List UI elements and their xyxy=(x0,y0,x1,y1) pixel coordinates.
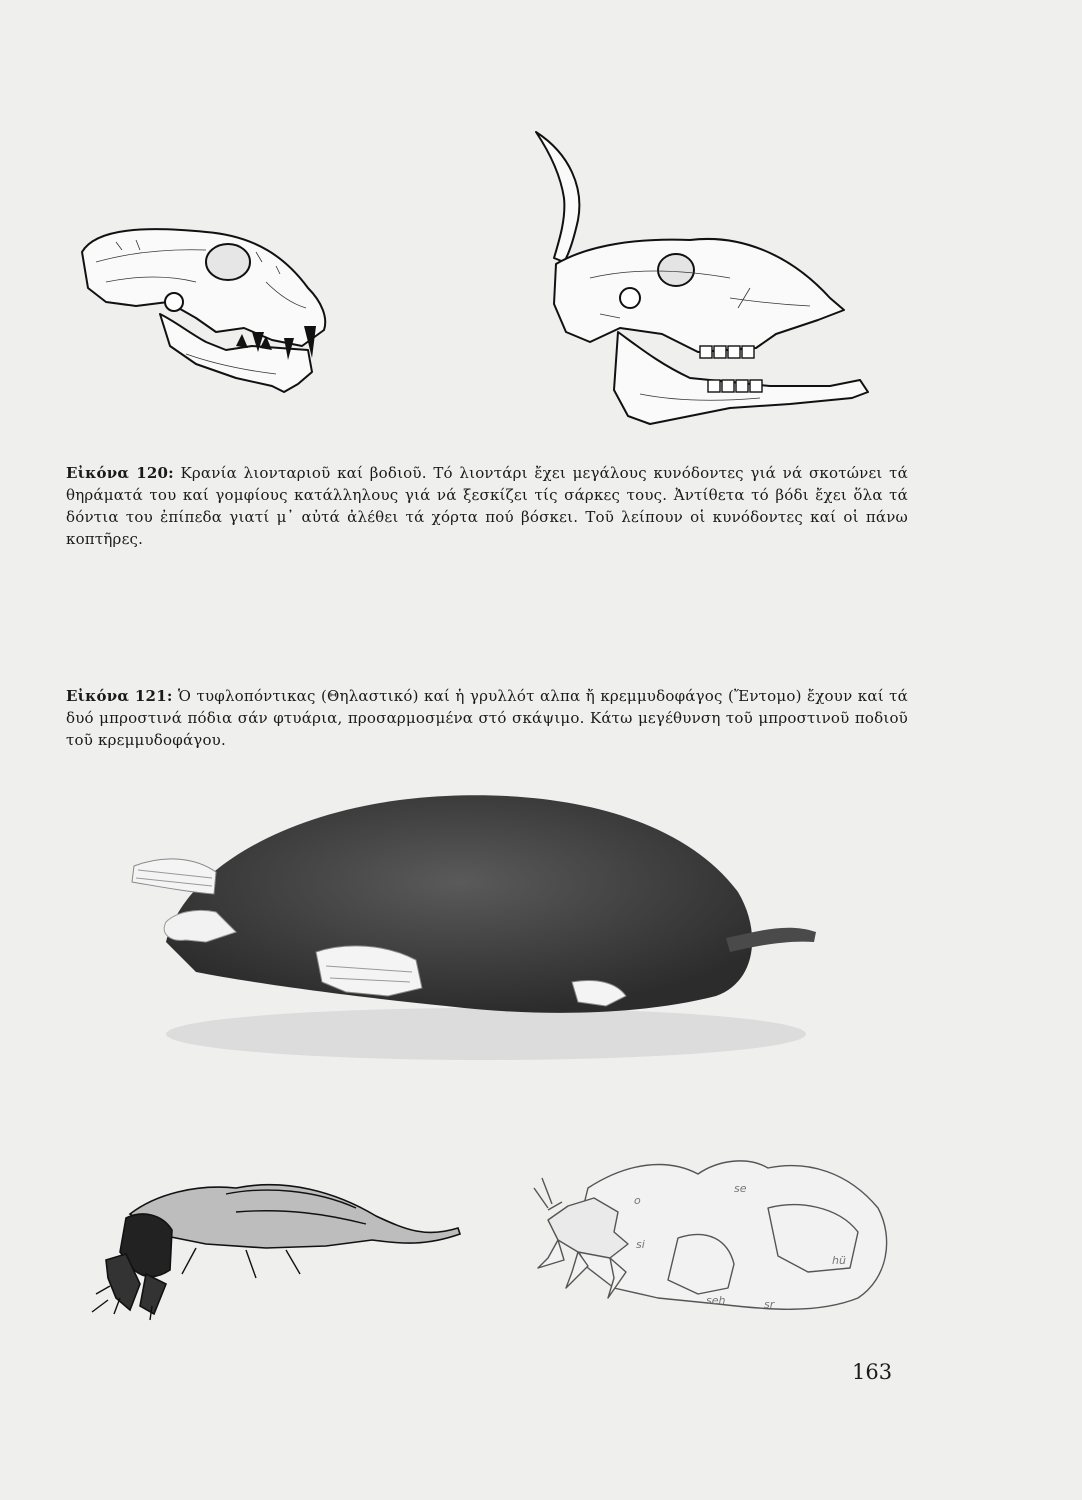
leg-label-si: si xyxy=(636,1238,645,1251)
figure-120-caption xyxy=(66,462,908,550)
leg-label-se: se xyxy=(734,1182,747,1195)
figure-121-caption xyxy=(66,685,908,751)
page-number: 163 xyxy=(852,1360,893,1384)
leg-label-seh: seh xyxy=(706,1294,726,1307)
figure-120-text: Κρανία λιονταριοῦ καί βοδιοῦ. Τό λιοντάρι ἔχει μεγάλους κυνόδοντες γιά νά σκοτώνει τά θηράματά του καί γομφίους κατάλληλους γιά νά ξεσκίζει τίς σάρκες τους. Ἀντίθετα τό βόδι ἔχει ὅλα τά δόντια του ἐπίπεδα γιατί μ᾽ αὐτά ἀλέθει τά χόρτα πού βόσκει. Τοῦ λείπουν οἱ κυνόδοντες καί οἱ πάνω κοπτῆρες. xyxy=(66,464,908,548)
ox-skull-illustration xyxy=(530,128,874,430)
figure-121-label: Εἰκόνα 121: xyxy=(66,687,173,705)
mole-cricket-illustration xyxy=(86,1174,464,1322)
cricket-leg-magnified-illustration xyxy=(518,1148,896,1322)
lion-skull-illustration xyxy=(76,222,332,398)
leg-label-hu: hü xyxy=(832,1254,846,1267)
leg-label-sr: sr xyxy=(764,1298,775,1311)
leg-label-o: o xyxy=(634,1194,641,1207)
mole-illustration xyxy=(126,782,826,1064)
figure-121-text: Ὁ τυφλοπόντικας (Θηλαστικό) καί ἡ γρυλλότ αλπα ἤ κρεμμυδοφάγος (Ἔντομο) ἔχουν καί τά δυό μπροστινά πόδια σάν φτυάρια, προσαρμοσμένα στό σκάψιμο. Κάτω μεγέθυνση τοῦ μπροστινοῦ ποδιοῦ τοῦ κρεμμυδοφάγου. xyxy=(66,687,908,749)
figure-120-label: Εἰκόνα 120: xyxy=(66,464,174,482)
